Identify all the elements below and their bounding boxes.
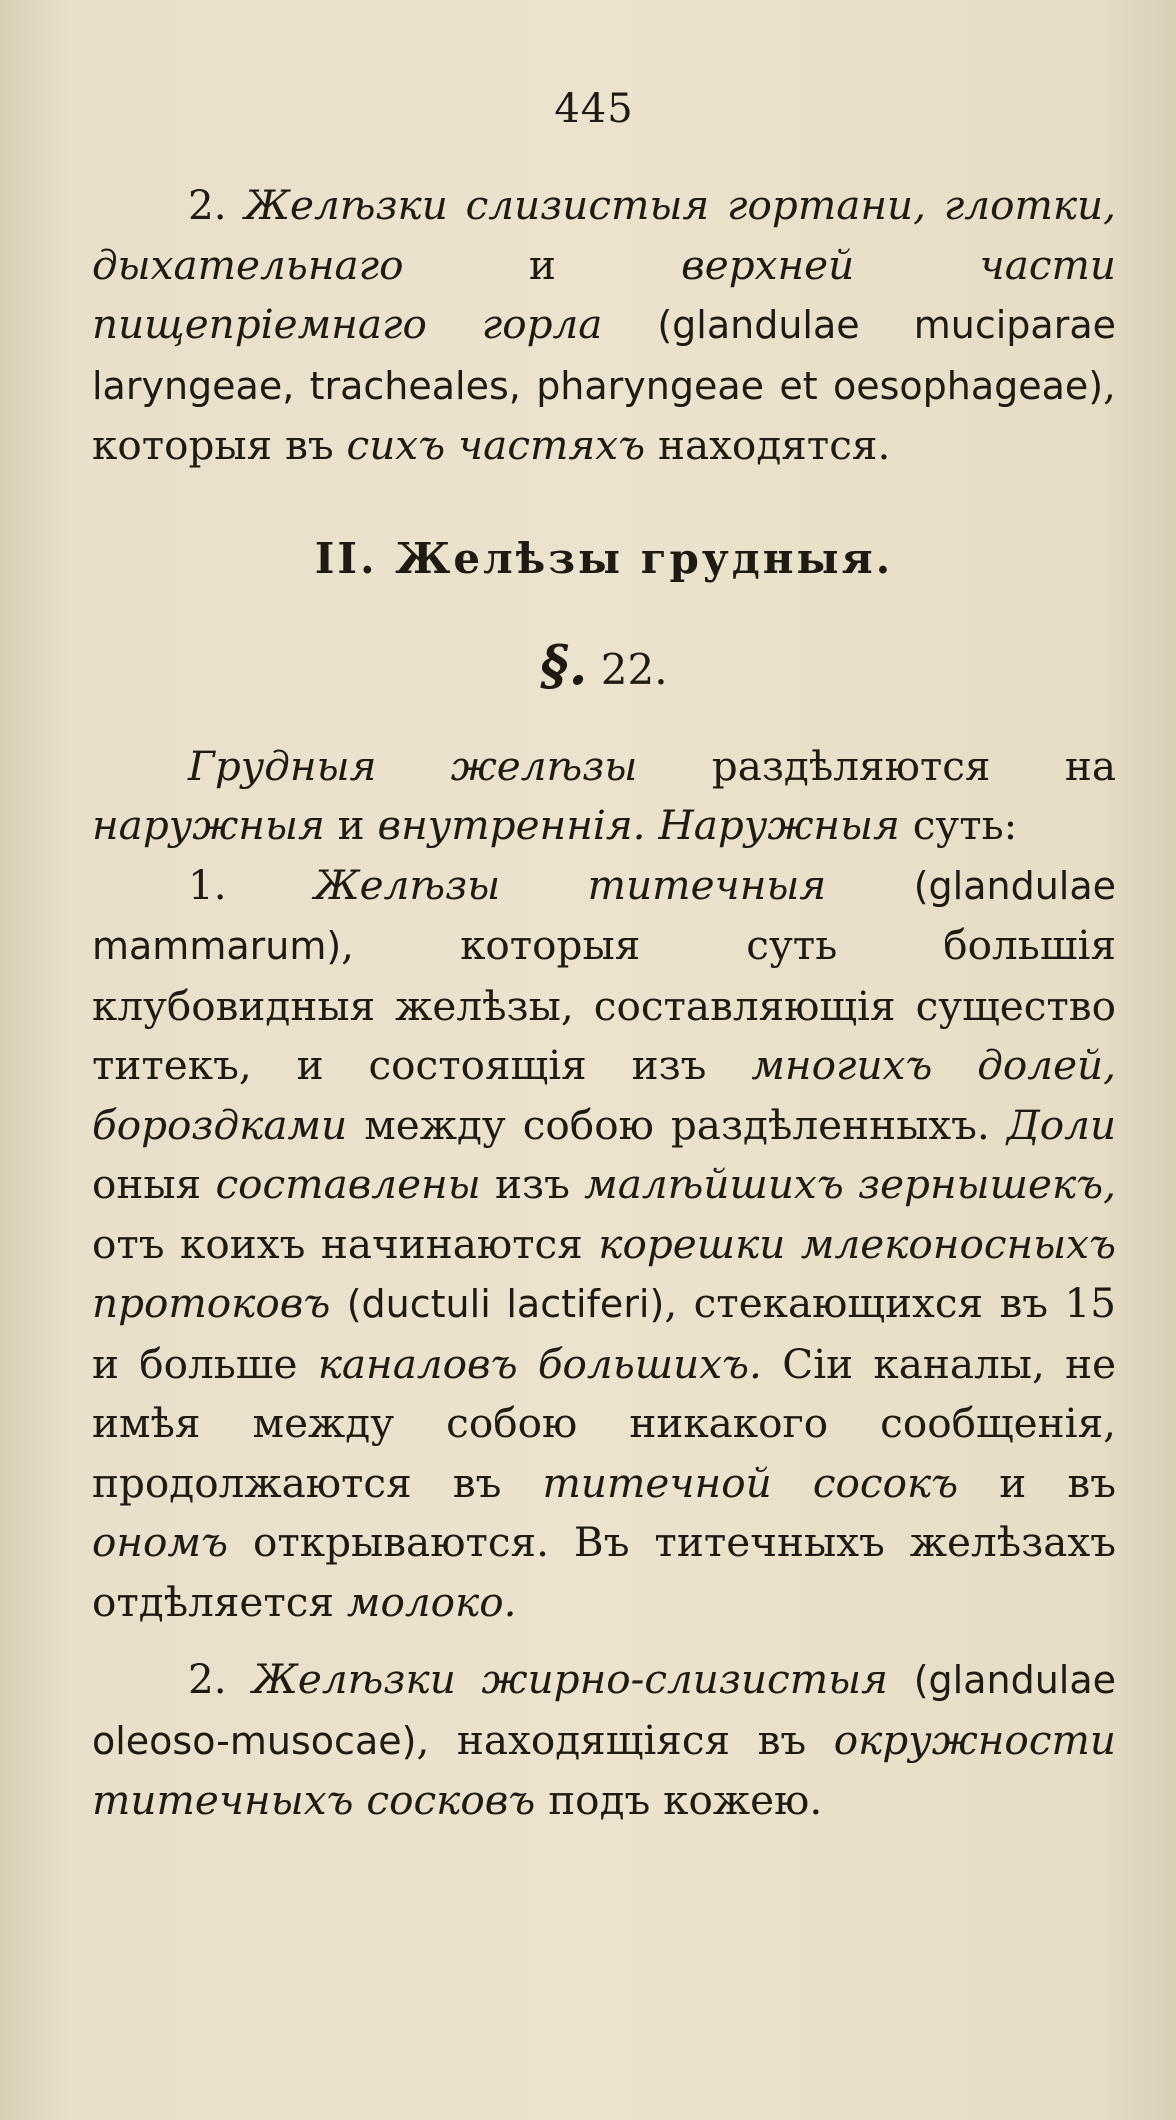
latin-term: (glandulae muciparae laryngeae, tracheales, pharyngeae et oesophageae) xyxy=(92,303,1116,408)
section-number: 22. xyxy=(600,644,668,694)
heading-roman: II. xyxy=(314,533,378,583)
paragraph-intro: Грудныя желѣзы раздѣляются на наружныя и внутреннія. Наружныя суть: xyxy=(92,741,1116,849)
item-number: 2. xyxy=(188,1655,227,1703)
latin-term: (ductuli lactiferi) xyxy=(346,1282,665,1326)
heading-title: Желѣзы грудныя. xyxy=(395,533,894,583)
item-number: 2. xyxy=(188,181,227,229)
latin-term: (glandulae mammarum) xyxy=(92,863,1117,968)
paragraph-glands-larynx: 2. Желѣзки слизистыя гортани, глотки, дыхательнаго и верхней части пищепріемнаго горла (glandulae muciparae laryngeae, tracheales, pharyngeae et oesophageae), которыя въ сихъ частяхъ находятся. xyxy=(92,181,1117,469)
term-mucous-glands: Желѣзки слизистыя гортани, глотки, дыхательнаго xyxy=(92,181,1116,289)
item-number: 1. xyxy=(188,860,227,909)
page-number: 445 xyxy=(554,86,634,132)
term-upper-esophagus: верхней части пищепріемнаго горла xyxy=(92,240,1117,348)
section-symbol: §. xyxy=(540,632,588,697)
paragraph-mammary-glands: 1. Желѣзы титечныя (glandulae mammarum), которыя суть большія клубовидныя желѣзы, составляющія существо титекъ, и состоящія изъ многихъ долей, бороздками между собою раздѣленныхъ. Доли оныя составлены изъ малѣйшихъ зернышекъ, отъ коихъ начинаются корешки млеконосныхъ протоковъ (ductuli lactiferi), стекающихся въ 15 и больше каналовъ большихъ. Сіи каналы, не имѣя между собою никакого сообщенія, продолжаются въ титечной сосокъ и въ ономъ открываются. Въ титечныхъ желѣзахъ отдѣляется молоко. xyxy=(92,860,1117,1626)
section-heading xyxy=(92,534,1116,583)
paragraph-areolar-glands: 2. Желѣзки жирно-слизистыя (glandulae oleoso-musocae), находящіяся въ окружности титечныхъ сосковъ подъ кожею. xyxy=(92,1655,1117,1824)
section-mark xyxy=(92,633,1116,697)
latin-term: (glandulae oleoso-musocae) xyxy=(92,1658,1117,1763)
